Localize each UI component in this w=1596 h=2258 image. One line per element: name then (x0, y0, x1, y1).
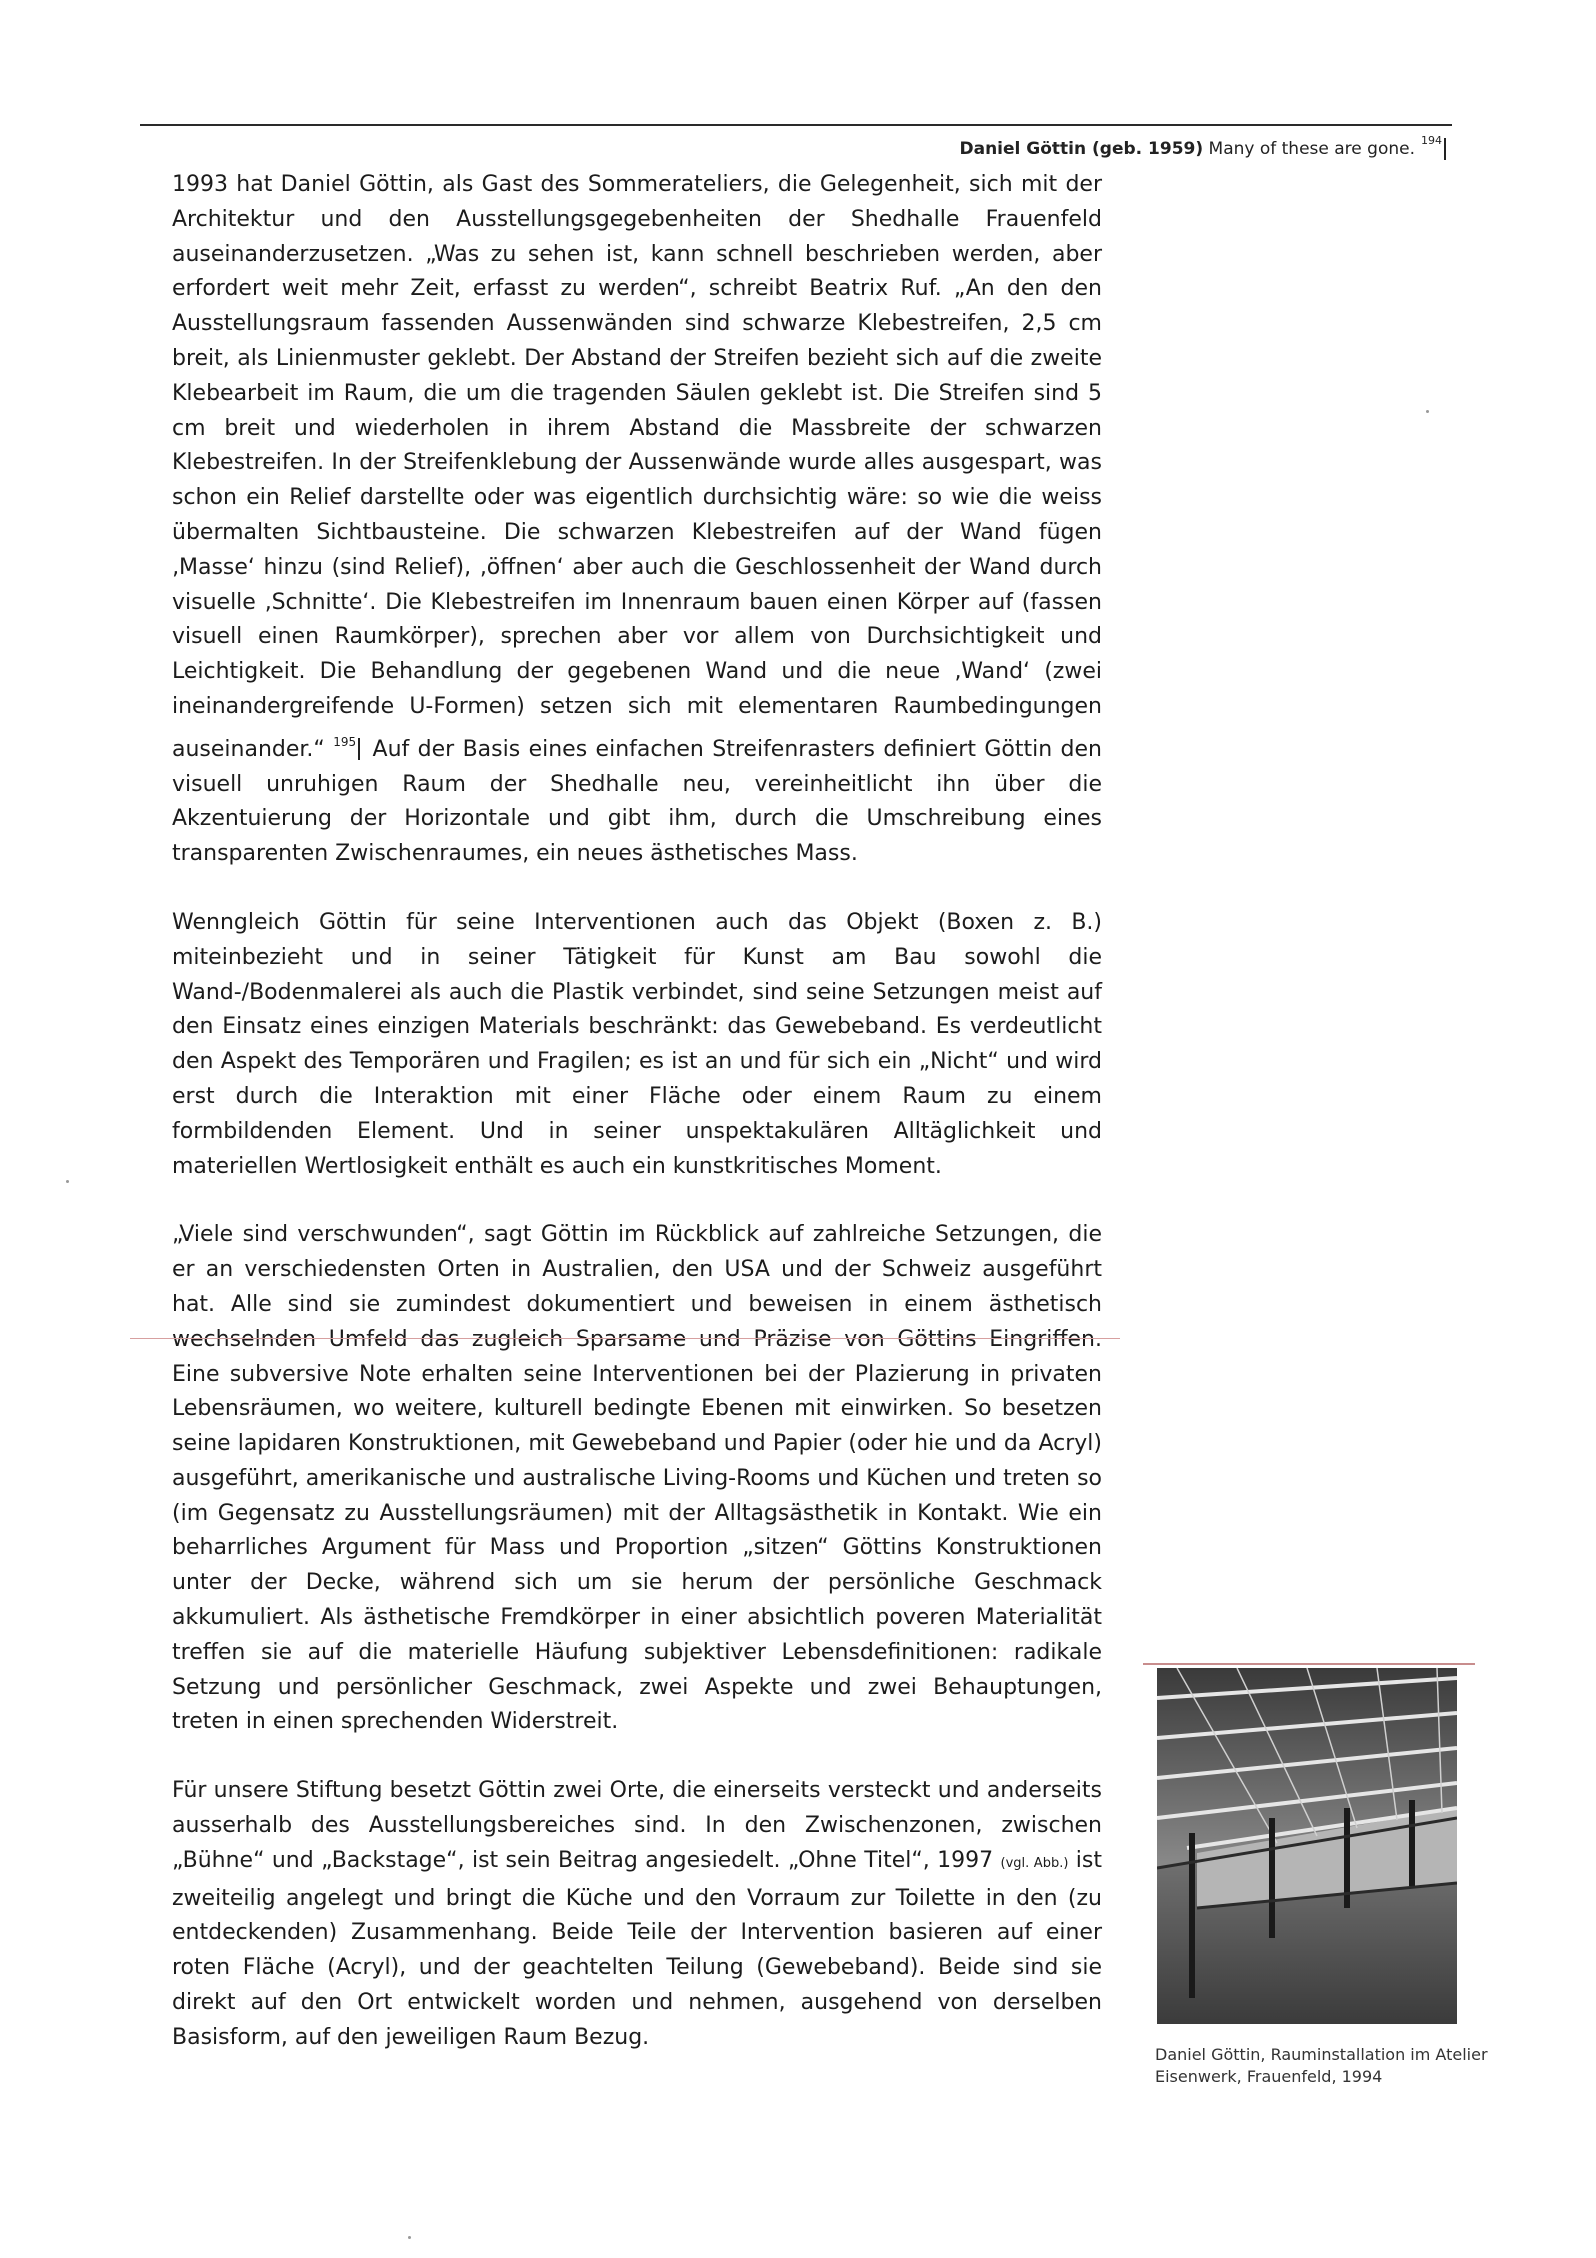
header-bar (1444, 138, 1446, 160)
body-text (172, 168, 1102, 2090)
paragraph-1 (172, 168, 1102, 872)
top-rule (140, 124, 1452, 126)
paragraph-1-continued: Auf der Basis eines einfachen Streifenrasters definiert Göttin den visuell unruhigen Raum der Shedhalle neu, vereinheitlicht ihn über die Akzentuierung der Horizontale und gibt ihm, durch die Umschreibung eines transparenten Zwischenraumes, ein neues ästhetisches Mass. (172, 736, 1102, 867)
figure-caption: Daniel Göttin, Rauminstallation im Atelier Eisenwerk, Frauenfeld, 1994 (1155, 2045, 1488, 2086)
red-scan-line (130, 1338, 1120, 1339)
installation-photo (1157, 1668, 1457, 2024)
header-author: Daniel Göttin (geb. 1959) (959, 139, 1204, 159)
paragraph-4-continued: ist zweiteilig angelegt und bringt die Küche und den Vorraum zur Toilette in den (zu entdeckenden) Zusammenhang. Beide Teile der Intervention basieren auf einer roten Fläche (Acryl), und der geachtelten Teilung (Gewebeband). Beide sind sie direkt auf den Ort entwickelt worden und nehmen, ausgehend von derselben Basisform, auf den jeweiligen Raum Bezug. (172, 1847, 1102, 2050)
scan-speck (408, 2236, 411, 2239)
figure-reference: (vgl. Abb.) (1000, 1855, 1069, 1871)
paragraph-4 (172, 1774, 1102, 2055)
running-header (960, 134, 1447, 160)
figure-top-line (1143, 1663, 1475, 1665)
footnote-ref-195: 195 (333, 734, 357, 749)
header-note-number: 194 (1421, 134, 1442, 147)
installation-photo-image (1157, 1668, 1457, 2024)
header-title: Many of these are gone. (1208, 139, 1415, 159)
footnote-bar (358, 738, 360, 760)
scan-speck (66, 1180, 69, 1183)
paragraph-1-text: 1993 hat Daniel Göttin, als Gast des Sommerateliers, die Gelegenheit, sich mit der Architektur und den Ausstellungsgegebenheiten der Shedhalle Frauenfeld auseinanderzusetzen. „Was zu sehen ist, kann schnell beschrieben werden, aber erfordert weit mehr Zeit, erfasst zu werden“, schreibt Beatrix Ruf. „An den den Ausstellungsraum fassenden Aussenwänden sind schwarze Klebestreifen, 2,5 cm breit, als Linienmuster geklebt. Der Abstand der Streifen bezieht sich auf die zweite Klebearbeit im Raum, die um die tragenden Säulen geklebt ist. Die Streifen sind 5 cm breit und wiederholen in ihrem Abstand die Massbreite der schwarzen Klebestreifen. In der Streifenklebung der Aussenwände wurde alles ausgespart, was schon ein Relief darstellte oder was eigentlich durchsichtig wäre: so wie die weiss übermalten Sichtbausteine. Die schwarzen Klebestreifen auf der Wand fügen ‚Masse‘ hinzu (sind Relief), ‚öffnen‘ aber auch die Geschlossenheit der Wand durch visuelle ‚Schnitte‘. Die Klebestreifen im Innenraum bauen einen Körper auf (fassen visuell einen Raumkörper), sprechen aber vor allem von Durchsichtigkeit und Leichtigkeit. Die Behandlung der gegebenen Wand und die neue ‚Wand‘ (zwei ineinandergreifende U-Formen) setzen sich mit elementaren Raumbedingungen auseinander.“ (172, 172, 1102, 762)
paragraph-3: „Viele sind verschwunden“, sagt Göttin im Rückblick auf zahlreiche Setzungen, die er an verschiedensten Orten in Australien, den USA und der Schweiz ausgeführt hat. Alle sind sie zumindest dokumentiert und beweisen in einem ästhetisch wechselnden Umfeld das zugleich Sparsame und Präzise von Göttins Eingriffen. Eine subversive Note erhalten seine Interventionen bei der Plazierung in privaten Lebensräumen, wo weitere, kulturell bedingte Ebenen mit einwirken. So besetzen seine lapidaren Konstruktionen, mit Gewebeband und Papier (oder hie und da Acryl) ausgeführt, amerikanische und australische Living-Rooms und Küchen und treten so (im Gegensatz zu Ausstellungsräumen) mit der Alltagsästhetik in Kontakt. Wie ein beharrliches Argument für Mass und Proportion „sitzen“ Göttins Konstruktionen unter der Decke, während sich um sie herum der persönliche Geschmack akkumuliert. Als ästhetische Fremdkörper in einer absichtlich poveren Materialität treffen sie auf die materielle Häufung subjektiver Lebensdefinitionen: radikale Setzung und persönlicher Geschmack, zwei Aspekte und zwei Behauptungen, treten in einen sprechenden Widerstreit. (172, 1222, 1102, 1735)
paragraph-4-text: Für unsere Stiftung besetzt Göttin zwei Orte, die einerseits versteckt und anderseits ausserhalb des Ausstellungsbereiches sind. In den Zwischenzonen, zwischen „Bühne“ und „Backstage“, ist sein Beitrag angesiedelt. „Ohne Titel“, 1997 (172, 1778, 1102, 1873)
paragraph-2: Wenngleich Göttin für seine Interventionen auch das Objekt (Boxen z. B.) miteinbezieht und in seiner Tätigkeit für Kunst am Bau sowohl die Wand-/Bodenmalerei als auch die Plastik verbindet, sind seine Setzungen meist auf den Einsatz eines einzigen Materials beschränkt: das Gewebeband. Es verdeutlicht den Aspekt des Temporären und Fragilen; es ist an und für sich ein „Nicht“ und wird erst durch die Interaktion mit einer Fläche oder einem Raum zu einem formbildenden Element. Und in seiner unspektakulären Alltäglichkeit und materiellen Wertlosigkeit enthält es auch ein kunstkritisches Moment. (172, 909, 1102, 1179)
scan-speck (1426, 410, 1429, 413)
